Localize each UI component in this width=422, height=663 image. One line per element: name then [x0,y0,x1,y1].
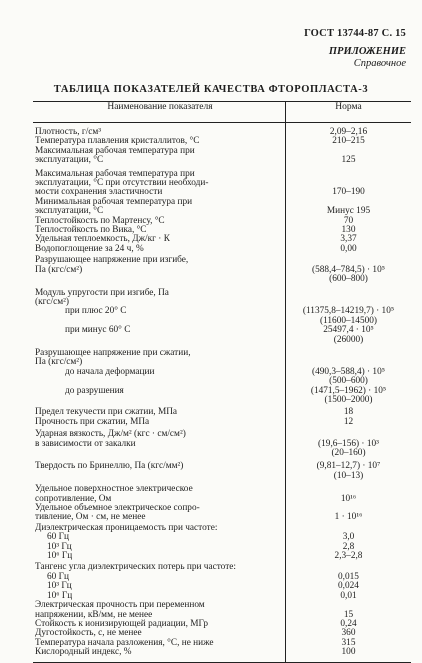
norm-cell [286,639,412,648]
norm-value: 100 [341,647,356,658]
indicator-cell [33,245,286,254]
norm-value: (19,6–156) · 10³ [318,438,379,449]
norm-value: 2,8 [342,541,355,552]
table-row [33,349,411,368]
norm-value: 70 [343,215,354,226]
indicator-cell [33,430,286,458]
indicator-text: Дугостойкость, с, не менее [35,628,142,639]
indicator-cell [33,289,286,308]
table-row [33,533,411,542]
norm-cell [286,256,412,284]
norm-cell [286,289,412,308]
indicator-text: (кгс/см²) [35,296,70,307]
indicator-text: Максимальная рабочая температура при [35,168,195,179]
indicator-cell [33,170,286,198]
indicator-text: при минус 60° С [65,325,131,336]
norm-value: 0,00 [340,243,357,254]
indicator-text: Тангенс угла диэлектрических потерь при частоте: [35,562,236,573]
table-row [33,245,411,254]
indicator-text: Ударная вязкость, Дж/м² (кгс · см/см²) [35,429,186,440]
table-row [33,198,411,217]
norm-value: 3,0 [342,532,355,543]
norm-value: 170–190 [332,187,365,198]
norm-value: 10¹⁶ [340,493,357,504]
gost-number: ГОСТ 13744-87 С. 15 [304,28,406,39]
table-row [33,504,411,523]
norm-cell [286,198,412,217]
norm-value: (11600–14500) [320,315,377,326]
indicator-text: 60 Гц [47,571,69,582]
norm-value: 130 [341,225,356,236]
table-row [33,648,411,657]
table-row [33,601,411,620]
indicator-cell [33,462,286,481]
norm-cell [286,387,412,406]
norm-value: (26000) [333,334,364,345]
indicator-cell [33,349,286,368]
indicator-cell [33,198,286,217]
indicator-cell [33,601,286,620]
norm-cell [286,368,412,387]
indicator-cell [33,552,286,561]
norm-value: 12 [343,416,354,427]
table-row [33,430,411,458]
indicator-text: эксплуатации, °С [35,155,104,166]
indicator-cell [33,147,286,166]
indicator-text: Разрушающее напряжение при сжатии, [35,347,191,358]
appendix-label: ПРИЛОЖЕНИЕ [328,46,406,57]
table-row [33,524,411,533]
indicator-text: 10⁶ Гц [47,590,73,601]
table-row [33,307,411,326]
norm-cell [286,552,412,561]
norm-value: (1471,5–1962) · 10⁵ [310,385,387,396]
indicator-text: Па (кгс/см²) [35,357,83,368]
indicator-text: тивление, Ом · см, не менее [35,512,146,523]
norm-cell [286,648,412,657]
norm-cell [286,485,412,504]
norm-value: 1 · 10¹⁶ [334,512,363,523]
norm-cell [286,601,412,620]
indicator-text: Удельная теплоемкость, Дж/кг · К [35,234,170,245]
norm-cell [286,245,412,254]
table-row [33,639,411,648]
table-row [33,462,411,481]
norm-cell [286,418,412,427]
indicator-text: Разрушающее напряжение при изгибе, [35,255,189,266]
table-row [33,256,411,284]
appendix-type: Справочное [353,58,406,69]
indicator-text: Максимальная рабочая температура при [35,145,195,156]
table-row [33,326,411,345]
indicator-text: Температура плавления кристаллитов, °С [35,136,200,147]
norm-value: 15 [343,609,354,620]
norm-value: 18 [343,407,354,418]
indicator-text: Водопоглощение за 24 ч, % [35,243,144,254]
table-row [33,289,411,308]
indicator-cell [33,326,286,345]
indicator-text: Электрическая прочность при переменном [35,600,205,611]
norm-value: (20–160) [331,448,366,458]
indicator-text: до начала деформации [65,366,155,377]
indicator-cell [33,368,286,387]
indicator-text: мости сохранения эластичности [35,187,163,198]
norm-cell [286,504,412,523]
table-row [33,147,411,166]
table-title: ТАБЛИЦА ПОКАЗАТЕЛЕЙ КАЧЕСТВА ФТОРОПЛАСТА-3 [53,84,369,95]
indicator-text: при плюс 20° С [65,306,127,317]
indicator-text: Предел текучести при сжатии, МПа [35,407,178,418]
table-row [33,170,411,198]
norm-value: (10–13) [333,470,364,481]
indicator-text: Модуль упругости при изгибе, Па [35,287,169,298]
table-row [33,368,411,387]
indicator-text: до разрушения [65,385,124,396]
indicator-cell [33,563,286,572]
indicator-text: Прочность при сжатии, МПа [35,416,150,427]
indicator-text: Минимальная рабочая температура при [35,196,193,207]
table-body [33,123,411,663]
indicator-text [35,336,285,345]
table-header-row [33,102,411,123]
indicator-text: Удельное объемное электрическое сопро- [35,503,200,514]
indicator-cell [33,648,286,657]
norm-value: 125 [341,155,356,166]
norm-value: 315 [341,637,356,648]
page-header [304,28,406,70]
norm-value: (500–600) [329,376,368,387]
norm-value: 3,37 [340,234,357,245]
indicator-cell [33,418,286,427]
header-indicator: Наименование показателя [33,102,286,123]
indicator-cell [33,524,286,533]
norm-value: (1500–2000) [324,394,373,405]
indicator-text [35,472,285,481]
indicator-text: Па (кгс/см²) [35,264,83,275]
indicator-text: в зависимости от закалки [35,438,136,449]
norm-value: 2,09–2,16 [329,127,368,137]
norm-value: 0,01 [340,590,357,601]
indicator-text [35,449,285,458]
header-norm: Норма [286,102,412,123]
indicator-text: Плотность, г/см³ [35,127,102,137]
table-row [33,387,411,406]
norm-value: 2,3–2,8 [334,551,363,562]
indicator-text: напряжении, кВ/мм, не менее [35,609,153,620]
indicator-text: Твердость по Бринеллю, Па (кгс/мм²) [35,461,184,472]
indicator-cell [33,485,286,504]
norm-value: (588,4–784,5) · 10⁵ [312,264,385,275]
norm-value: Минус 195 [326,206,371,217]
indicator-text: эксплуатации, °С [35,206,104,217]
norm-cell [286,326,412,345]
indicator-text: Теплостойкость по Вика, °С [35,225,147,236]
norm-value: (11375,8–14219,7) · 10⁵ [302,306,395,317]
indicator-text: сопротивление, Ом [35,493,112,504]
norm-value: 0,24 [340,618,357,629]
indicator-text: 10³ Гц [47,541,72,552]
indicator-text: Удельное поверхностное электрическое [35,484,193,495]
indicator-text: 10³ Гц [47,581,72,592]
indicator-cell [33,639,286,648]
table-row [33,485,411,504]
indicator-cell [33,387,286,406]
indicator-cell [33,504,286,523]
norm-value: (490,3–588,4) · 10⁵ [312,366,385,377]
table-row [33,418,411,427]
norm-cell [286,307,412,326]
norm-value: 360 [341,628,356,639]
indicator-text: Кислородный индекс, % [35,647,132,658]
indicator-cell [33,307,286,326]
indicator-text: 10⁶ Гц [47,551,73,562]
indicator-cell [33,256,286,284]
norm-cell [286,462,412,481]
indicator-text: Теплостойкость по Мартенсу, °С [35,215,165,226]
indicator-text: Стойкость к ионизирующей радиации, МГр [35,618,208,629]
indicator-text: Диэлектрическая проницаемость при частоте: [35,522,218,533]
norm-value: 0,015 [338,571,359,582]
norm-value: 210–215 [332,136,365,147]
norm-cell [286,430,412,458]
norm-cell [286,147,412,166]
quality-table [33,101,411,663]
indicator-text [35,396,285,405]
table-row [33,552,411,561]
indicator-text: 60 Гц [47,532,69,543]
norm-value: 25497,4 · 10⁵ [323,325,374,336]
norm-value: 0,024 [338,581,359,592]
indicator-text: Температура начала разложения, °С, не ниже [35,637,214,648]
norm-cell [286,170,412,198]
norm-value: (9,81–12,7) · 10⁷ [316,461,381,472]
norm-cell [286,349,412,368]
norm-value: (600–800) [329,274,368,285]
indicator-text [35,275,285,284]
indicator-text: эксплуатации, °С при отсутствии необходи- [35,178,209,189]
